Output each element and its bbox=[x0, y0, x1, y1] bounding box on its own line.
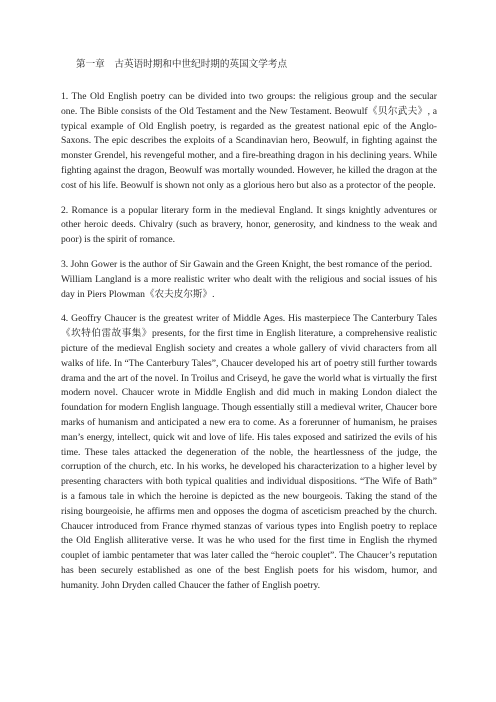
document-page bbox=[61, 58, 437, 604]
paragraph-4-geoffry-chaucer: 4. Geoffry Chaucer is the greatest writer of Middle Ages. His masterpiece The Canterbury Tales《坎特伯雷故事集》presents, for the first time in English literature, a comprehensive realistic picture of the medieval English society and creates a whole gallery of vivid characters from all walks of life. In “The Canterbury Tales”, Chaucer developed his art of poetry still further towards drama and the art of the novel. In Troilus and Criseyd, he gave the world what is virtually the first modern novel. Chaucer wrote in Middle English and did much in making London dialect the foundation for modern English language. Though essentially still a medieval writer, Chaucer bore marks of humanism and anticipated a new era to come. As a forerunner of humanism, he praises man’s energy, intellect, quick wit and love of life. His tales exposed and satirized the evils of his time. These tales attacked the degeneration of the noble, the heartlessness of the judge, the corruption of the church, etc. In his works, he developed his characterization to a higher level by presenting characters with both typical qualities and individual dispositions. “The Wife of Bath” is a famous tale in which the heroine is depicted as the new bourgeois. Taking the stand of the rising bourgeoisie, he affirms men and opposes the dogma of asceticism preached by the church. Chaucer introduced from France rhymed stanzas of various types into English poetry to replace the Old English alliterative verse. It was he who used for the first time in English the rhymed couplet of iambic pentameter that was later called the “heroic couplet”. The Chaucer’s reputation has been securely established as one of the best English poets for his wisdom, humor, and humanity. John Dryden called Chaucer the father of English poetry. bbox=[61, 313, 437, 591]
paragraph-2-romance: 2. Romance is a popular literary form in the medieval England. It sings knightly adventures or other heroic deeds. Chivalry (such as bravery, honor, generosity, and kindness to the weak and poor) is the spirit of romance. bbox=[61, 204, 437, 246]
paragraph-1-old-english-poetry: 1. The Old English poetry can be divided into two groups: the religious group and the secular one. The Bible consists of the Old Testament and the New Testament. Beowulf《贝尔武夫》, a typical example of Old English poetry, is regarded as the greatest national epic of the Anglo-Saxons. The epic describes the exploits of a Scandinavian hero, Beowulf, in fighting against the monster Grendel, his revengeful mother, and a fire-breathing dragon in his declining years. While fighting against the dragon, Beowulf was mortally wounded. However, he killed the dragon at the cost of his life. Beowulf is shown not only as a glorious hero but also as a protector of the people. bbox=[61, 91, 437, 191]
paragraph-3-william-langland: William Langland is a more realistic writer who dealt with the religious and social issues of his day in Piers Plowman《农夫皮尔斯》. bbox=[61, 273, 437, 300]
paragraph-3-john-gower: 3. John Gower is the author of Sir Gawain and the Green Knight, the best romance of the period. bbox=[61, 258, 433, 270]
chapter-title: 第一章 古英语时期和中世纪时期的英国文学考点 bbox=[76, 59, 288, 70]
